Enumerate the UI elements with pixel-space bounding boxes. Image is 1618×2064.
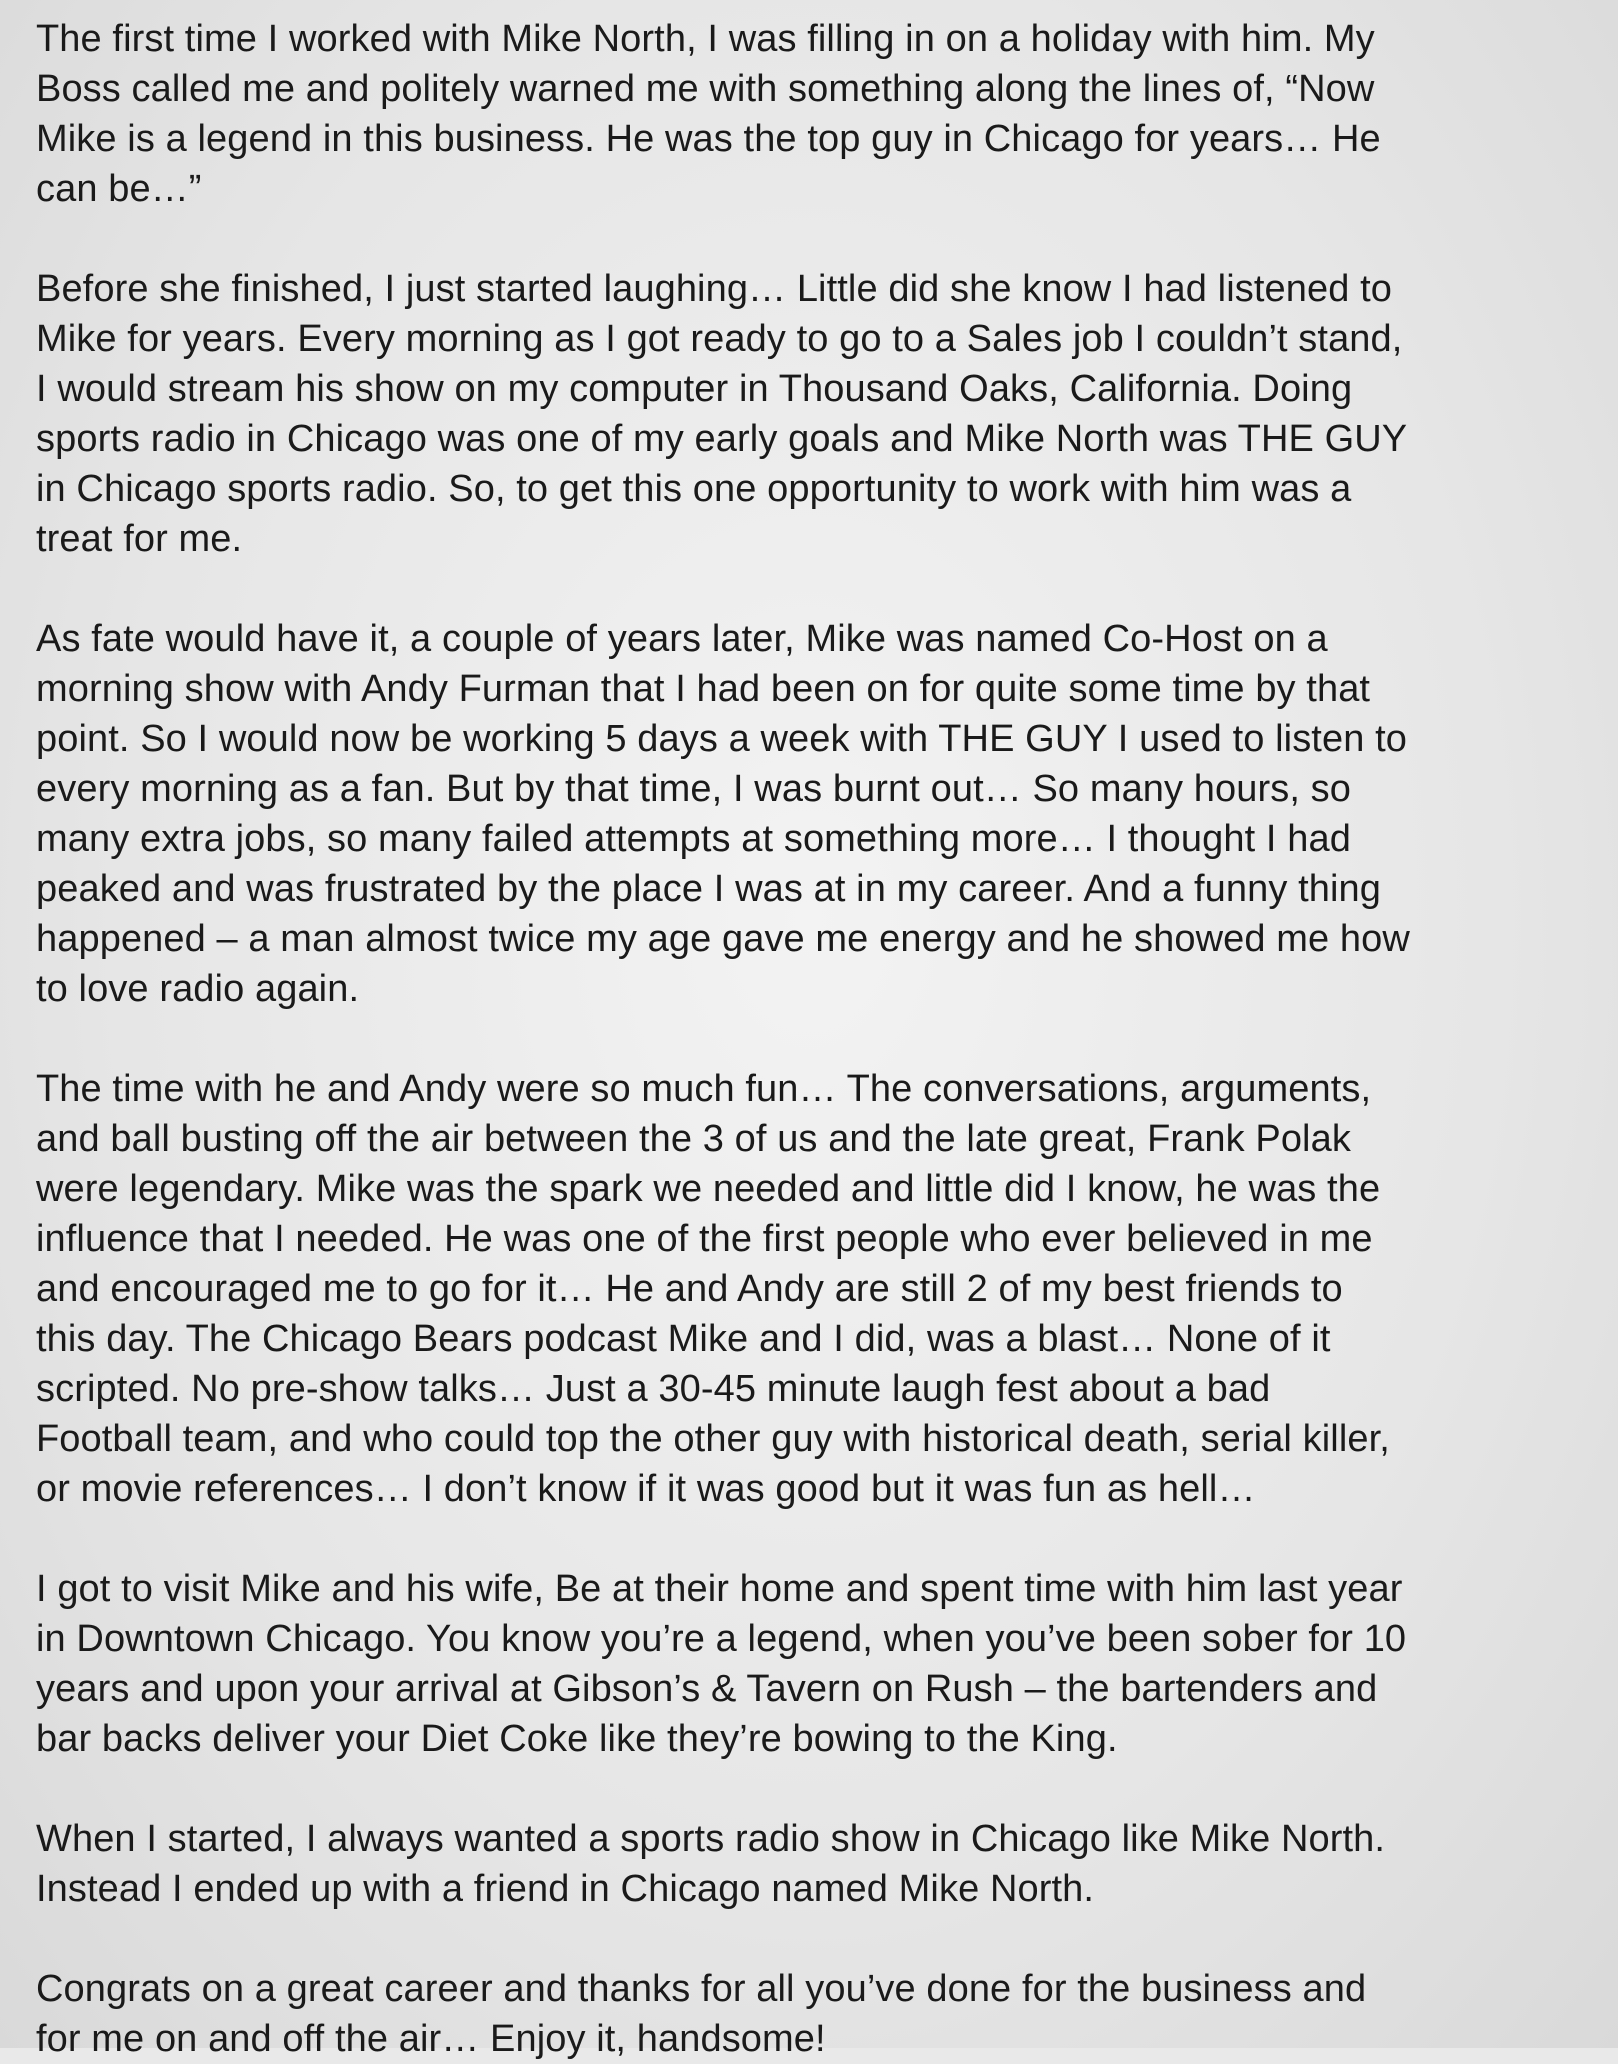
paragraph-so-much-fun xyxy=(36,1064,1596,1514)
text-line: years and upon your arrival at Gibson’s & Tavern on Rush – the bartenders and xyxy=(36,1668,1378,1710)
text-line: for me on and off the air… Enjoy it, handsome! xyxy=(36,2018,826,2060)
text-line: peaked and was frustrated by the place I was at in my career. And a funny thing xyxy=(36,868,1382,910)
text-line: Instead I ended up with a friend in Chicago named Mike North. xyxy=(36,1868,1095,1910)
text-line: this day. The Chicago Bears podcast Mike and I did, was a blast… None of it xyxy=(36,1318,1331,1360)
text-line: I got to visit Mike and his wife, Be at their home and spent time with him last year xyxy=(36,1568,1403,1610)
text-line: As fate would have it, a couple of years later, Mike was named Co-Host on a xyxy=(36,618,1328,660)
text-line: Football team, and who could top the other guy with historical death, serial killer, xyxy=(36,1418,1390,1460)
text-line: When I started, I always wanted a sports radio show in Chicago like Mike North. xyxy=(36,1818,1386,1860)
text-line: can be…” xyxy=(36,168,202,210)
text-line: or movie references… I don’t know if it was good but it was fun as hell… xyxy=(36,1468,1256,1510)
paragraph-first-meeting xyxy=(36,14,1596,214)
text-line: The first time I worked with Mike North, I was filling in on a holiday with him. My xyxy=(36,18,1375,60)
text-line: happened – a man almost twice my age gave me energy and he showed me how xyxy=(36,918,1410,960)
text-line: many extra jobs, so many failed attempts at something more… I thought I had xyxy=(36,818,1351,860)
text-line: Mike for years. Every morning as I got ready to go to a Sales job I couldn’t stand, xyxy=(36,318,1403,360)
text-line: treat for me. xyxy=(36,518,243,560)
paragraph-co-host xyxy=(36,614,1596,1014)
text-line: in Downtown Chicago. You know you’re a legend, when you’ve been sober for 10 xyxy=(36,1618,1407,1660)
paragraph-congrats xyxy=(36,1964,1596,2064)
text-line: sports radio in Chicago was one of my early goals and Mike North was THE GUY xyxy=(36,418,1408,460)
text-line: to love radio again. xyxy=(36,968,360,1010)
paragraph-visit xyxy=(36,1564,1596,1764)
text-line: scripted. No pre-show talks… Just a 30-45 minute laugh fest about a bad xyxy=(36,1368,1271,1410)
text-line: were legendary. Mike was the spark we needed and little did I know, he was the xyxy=(36,1168,1381,1210)
paragraph-friend xyxy=(36,1814,1596,1914)
text-line: Boss called me and politely warned me with something along the lines of, “Now xyxy=(36,68,1375,110)
text-line: and ball busting off the air between the 3 of us and the late great, Frank Polak xyxy=(36,1118,1351,1160)
text-line: in Chicago sports radio. So, to get this one opportunity to work with him was a xyxy=(36,468,1352,510)
text-line: bar backs deliver your Diet Coke like they’re bowing to the King. xyxy=(36,1718,1118,1760)
text-line: every morning as a fan. But by that time, I was burnt out… So many hours, so xyxy=(36,768,1351,810)
text-line: influence that I needed. He was one of the first people who ever believed in me xyxy=(36,1218,1373,1260)
text-line: point. So I would now be working 5 days a week with THE GUY I used to listen to xyxy=(36,718,1407,760)
text-line: Congrats on a great career and thanks for all you’ve done for the business and xyxy=(36,1968,1367,2010)
text-line: I would stream his show on my computer in Thousand Oaks, California. Doing xyxy=(36,368,1353,410)
text-line: Before she finished, I just started laughing… Little did she know I had listened to xyxy=(36,268,1393,310)
text-line: Mike is a legend in this business. He was the top guy in Chicago for years… He xyxy=(36,118,1381,160)
text-line: morning show with Andy Furman that I had been on for quite some time by that xyxy=(36,668,1371,710)
text-line: The time with he and Andy were so much fun… The conversations, arguments, xyxy=(36,1068,1372,1110)
text-line: and encouraged me to go for it… He and Andy are still 2 of my best friends to xyxy=(36,1268,1343,1310)
paragraph-listened-for-years xyxy=(36,264,1596,564)
